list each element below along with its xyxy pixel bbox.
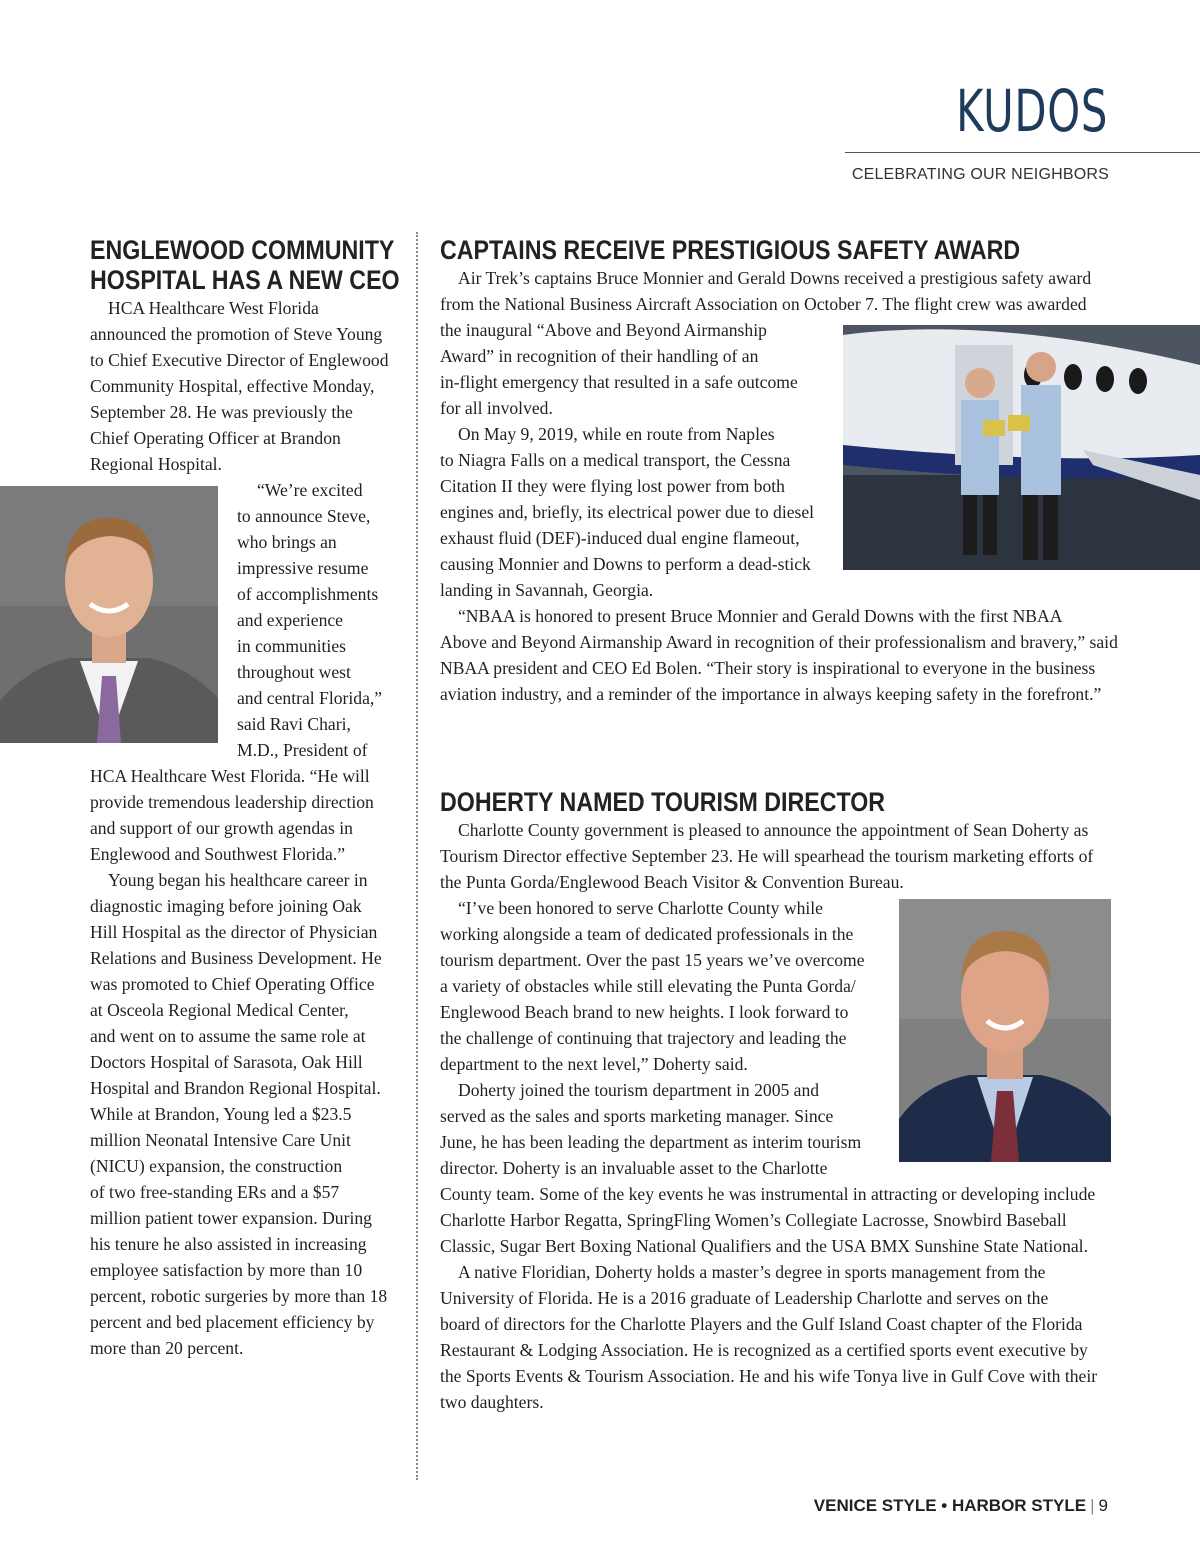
body-line: percent and bed placement efficiency by bbox=[90, 1312, 375, 1332]
body-line: the challenge of continuing that trajectory and leading the bbox=[440, 1028, 847, 1048]
body-line: and experience bbox=[237, 610, 343, 630]
body-line: Englewood Beach brand to new heights. I look forward to bbox=[440, 1002, 849, 1022]
header-rule bbox=[845, 152, 1200, 153]
body-line: Doctors Hospital of Sarasota, Oak Hill bbox=[90, 1052, 363, 1072]
body-line: Young began his healthcare career in bbox=[108, 870, 368, 890]
body-line: Tourism Director effective September 23. He will spearhead the tourism marketing efforts of bbox=[440, 846, 1094, 866]
body-line: who brings an bbox=[237, 532, 337, 552]
body-line: Chief Operating Officer at Brandon bbox=[90, 428, 341, 448]
body-line: impressive resume bbox=[237, 558, 369, 578]
body-line: While at Brandon, Young led a $23.5 bbox=[90, 1104, 352, 1124]
body-line: to Niagra Falls on a medical transport, the Cessna bbox=[440, 450, 791, 470]
body-line: board of directors for the Charlotte Players and the Gulf Island Coast chapter of the Florida bbox=[440, 1314, 1083, 1334]
headline-line: ENGLEWOOD COMMUNITY bbox=[90, 235, 395, 265]
body-line: Charlotte Harbor Regatta, SpringFling Women’s Collegiate Lacrosse, Snowbird Baseball bbox=[440, 1210, 1067, 1230]
body-line: was promoted to Chief Operating Office bbox=[90, 974, 375, 994]
body-line: million patient tower expansion. During bbox=[90, 1208, 372, 1228]
body-line: and central Florida,” bbox=[237, 688, 383, 708]
body-line: “I’ve been honored to serve Charlotte County while bbox=[458, 898, 823, 918]
portrait-photo-steve-young bbox=[0, 486, 218, 743]
body-line: and support of our growth agendas in bbox=[90, 818, 353, 838]
body-line: “We’re excited bbox=[257, 480, 363, 500]
article-headline bbox=[90, 235, 400, 295]
portrait-photo-sean-doherty bbox=[899, 899, 1111, 1162]
body-line: “NBAA is honored to present Bruce Monnier and Gerald Downs with the first NBAA bbox=[458, 606, 1063, 626]
body-line: NBAA president and CEO Ed Bolen. “Their story is inspirational to everyone in the business bbox=[440, 658, 1096, 678]
column-divider bbox=[416, 232, 418, 1480]
body-line: On May 9, 2019, while en route from Naples bbox=[458, 424, 775, 444]
body-line: Hill Hospital as the director of Physician bbox=[90, 922, 378, 942]
body-line: in-flight emergency that resulted in a safe outcome bbox=[440, 372, 798, 392]
body-line: Citation II they were flying lost power from both bbox=[440, 476, 785, 496]
body-line: for all involved. bbox=[440, 398, 553, 418]
article-headline bbox=[440, 787, 885, 817]
body-line: director. Doherty is an invaluable asset to the Charlotte bbox=[440, 1158, 828, 1178]
body-line: and went on to assume the same role at bbox=[90, 1026, 366, 1046]
body-line: Restaurant & Lodging Association. He is recognized as a certified sports event executive by bbox=[440, 1340, 1088, 1360]
body-line: Classic, Sugar Bert Boxing National Qualifiers and the USA BMX Sunshine State National. bbox=[440, 1236, 1088, 1256]
body-line: landing in Savannah, Georgia. bbox=[440, 580, 654, 600]
body-line: Air Trek’s captains Bruce Monnier and Gerald Downs received a prestigious safety award bbox=[458, 268, 1092, 288]
body-line: his tenure he also assisted in increasing bbox=[90, 1234, 367, 1254]
body-line: at Osceola Regional Medical Center, bbox=[90, 1000, 349, 1020]
headline-line: CAPTAINS RECEIVE PRESTIGIOUS SAFETY AWARD bbox=[440, 235, 1021, 265]
body-line: percent, robotic surgeries by more than 18 bbox=[90, 1286, 388, 1306]
body-line: in communities bbox=[237, 636, 346, 656]
body-line: provide tremendous leadership direction bbox=[90, 792, 374, 812]
body-line: County team. Some of the key events he was instrumental in attracting or developing include bbox=[440, 1184, 1096, 1204]
body-line: HCA Healthcare West Florida. “He will bbox=[90, 766, 370, 786]
body-line: Regional Hospital. bbox=[90, 454, 222, 474]
body-line: announced the promotion of Steve Young bbox=[90, 324, 383, 344]
page-number: 9 bbox=[1098, 1496, 1108, 1515]
body-line: two daughters. bbox=[440, 1392, 544, 1412]
headline-line: DOHERTY NAMED TOURISM DIRECTOR bbox=[440, 787, 886, 817]
body-line: of accomplishments bbox=[237, 584, 379, 604]
body-line: causing Monnier and Downs to perform a dead-stick bbox=[440, 554, 811, 574]
article-headline bbox=[440, 235, 1020, 265]
body-line: the Sports Events & Tourism Association. He and his wife Tonya live in Gulf Cove with their bbox=[440, 1366, 1098, 1386]
body-line: Community Hospital, effective Monday, bbox=[90, 376, 375, 396]
page-footer bbox=[814, 1496, 1108, 1516]
body-line: September 28. He was previously the bbox=[90, 402, 353, 422]
body-line: Englewood and Southwest Florida.” bbox=[90, 844, 346, 864]
body-line: department to the next level,” Doherty said. bbox=[440, 1054, 748, 1074]
body-line: a variety of obstacles while still elevating the Punta Gorda/ bbox=[440, 976, 856, 996]
footer-separator: | bbox=[1090, 1496, 1095, 1515]
headline-line: HOSPITAL HAS A NEW CEO bbox=[90, 265, 400, 295]
body-line: exhaust fluid (DEF)-induced dual engine flameout, bbox=[440, 528, 800, 548]
body-line: Hospital and Brandon Regional Hospital. bbox=[90, 1078, 381, 1098]
body-line: HCA Healthcare West Florida bbox=[108, 298, 319, 318]
publication-name: VENICE STYLE • HARBOR STYLE bbox=[813, 1496, 1087, 1515]
body-line: the Punta Gorda/Englewood Beach Visitor & Convention Bureau. bbox=[440, 872, 904, 892]
body-line: A native Floridian, Doherty holds a master’s degree in sports management from the bbox=[458, 1262, 1046, 1282]
body-line: June, he has been leading the department as interim tourism bbox=[440, 1132, 862, 1152]
body-line: million Neonatal Intensive Care Unit bbox=[90, 1130, 351, 1150]
body-line: to Chief Executive Director of Englewood bbox=[90, 350, 389, 370]
section-subtitle: CELEBRATING OUR NEIGHBORS bbox=[851, 166, 1109, 183]
body-line: diagnostic imaging before joining Oak bbox=[90, 896, 362, 916]
body-line: from the National Business Aircraft Association on October 7. The flight crew was awarded bbox=[440, 294, 1087, 314]
body-line: of two free-standing ERs and a $57 bbox=[90, 1182, 340, 1202]
body-line: served as the sales and sports marketing manager. Since bbox=[440, 1106, 834, 1126]
body-line: Relations and Business Development. He bbox=[90, 948, 382, 968]
body-line: Award” in recognition of their handling of an bbox=[440, 346, 759, 366]
body-line: the inaugural “Above and Beyond Airmanship bbox=[440, 320, 767, 340]
body-line: University of Florida. He is a 2016 graduate of Leadership Charlotte and serves on the bbox=[440, 1288, 1049, 1308]
body-line: employee satisfaction by more than 10 bbox=[90, 1260, 363, 1280]
body-line: engines and, briefly, its electrical power due to diesel bbox=[440, 502, 815, 522]
body-line: Charlotte County government is pleased to announce the appointment of Sean Doherty as bbox=[458, 820, 1089, 840]
photo-captains-with-aircraft bbox=[843, 325, 1200, 570]
body-line: aviation industry, and a reminder of the importance in always keeping safety in the forefront.” bbox=[440, 684, 1102, 704]
body-line: more than 20 percent. bbox=[90, 1338, 244, 1358]
body-line: throughout west bbox=[237, 662, 351, 682]
body-line: (NICU) expansion, the construction bbox=[90, 1156, 343, 1176]
body-line: Doherty joined the tourism department in 2005 and bbox=[458, 1080, 820, 1100]
body-line: M.D., President of bbox=[237, 740, 368, 760]
section-title: KUDOS bbox=[956, 77, 1108, 145]
body-line: tourism department. Over the past 15 years we’ve overcome bbox=[440, 950, 865, 970]
body-line: said Ravi Chari, bbox=[237, 714, 351, 734]
body-line: Above and Beyond Airmanship Award in recognition of their professionalism and bravery,” said bbox=[440, 632, 1118, 652]
body-line: to announce Steve, bbox=[237, 506, 371, 526]
body-line: working alongside a team of dedicated professionals in the bbox=[440, 924, 854, 944]
